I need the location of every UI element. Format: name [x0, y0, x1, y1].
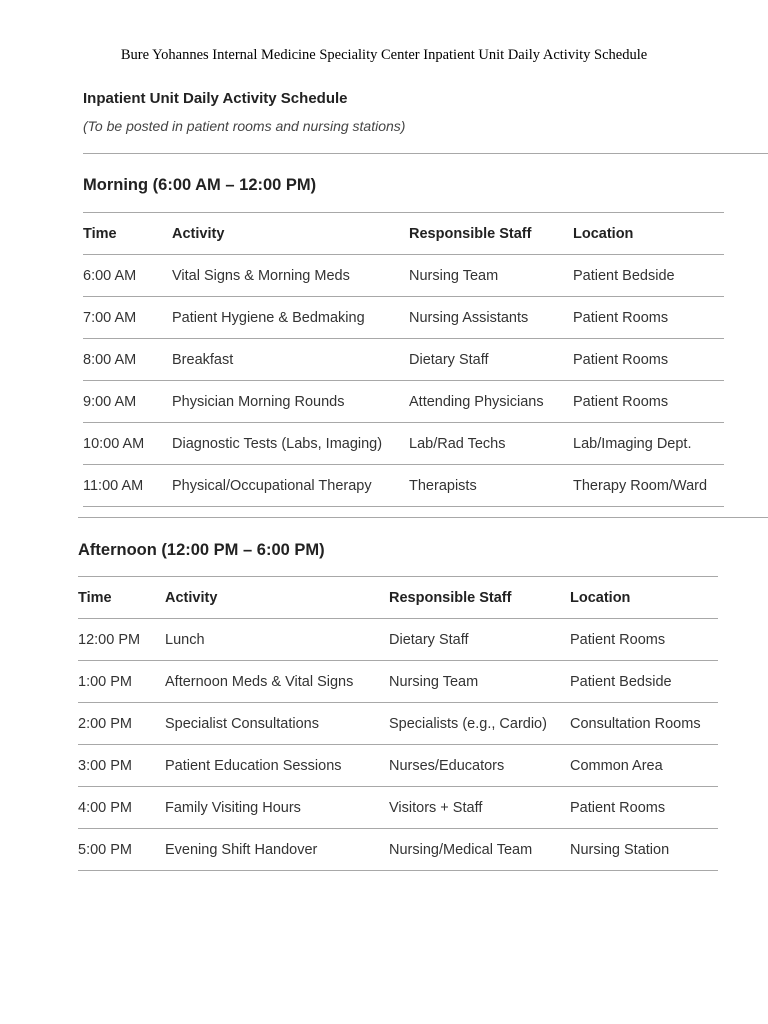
- column-header-staff: Responsible Staff: [389, 577, 570, 619]
- staff-cell: Visitors + Staff: [389, 787, 570, 829]
- location-cell: Nursing Station: [570, 829, 718, 871]
- staff-cell: Dietary Staff: [389, 619, 570, 661]
- activity-cell: Physical/Occupational Therapy: [172, 465, 409, 507]
- morning-section-title: Morning (6:00 AM – 12:00 PM): [83, 176, 317, 194]
- table-row: [83, 381, 724, 423]
- table-row: [83, 423, 724, 465]
- activity-cell: Breakfast: [172, 339, 409, 381]
- column-header-staff: Responsible Staff: [409, 213, 573, 255]
- time-cell: 5:00 PM: [78, 829, 165, 871]
- schedule-heading: Inpatient Unit Daily Activity Schedule: [83, 90, 348, 107]
- activity-cell: Vital Signs & Morning Meds: [172, 255, 409, 297]
- activity-cell: Patient Hygiene & Bedmaking: [172, 297, 409, 339]
- location-cell: Patient Rooms: [573, 381, 724, 423]
- table-header-row: [78, 577, 718, 619]
- staff-cell: Nursing/Medical Team: [389, 829, 570, 871]
- staff-cell: Nursing Team: [409, 255, 573, 297]
- table-row: [78, 619, 718, 661]
- location-cell: Patient Rooms: [570, 619, 718, 661]
- activity-cell: Patient Education Sessions: [165, 745, 389, 787]
- divider-top: [83, 153, 768, 154]
- column-header-time: Time: [78, 577, 165, 619]
- table-header-row: [83, 213, 724, 255]
- time-cell: 3:00 PM: [78, 745, 165, 787]
- location-cell: Consultation Rooms: [570, 703, 718, 745]
- staff-cell: Nursing Assistants: [409, 297, 573, 339]
- activity-cell: Physician Morning Rounds: [172, 381, 409, 423]
- staff-cell: Nursing Team: [389, 661, 570, 703]
- table-row: [78, 745, 718, 787]
- activity-cell: Family Visiting Hours: [165, 787, 389, 829]
- column-header-location: Location: [570, 577, 718, 619]
- staff-cell: Therapists: [409, 465, 573, 507]
- time-cell: 7:00 AM: [83, 297, 172, 339]
- table-row: [83, 255, 724, 297]
- activity-cell: Diagnostic Tests (Labs, Imaging): [172, 423, 409, 465]
- table-row: [78, 703, 718, 745]
- morning-schedule-table: [83, 212, 724, 507]
- staff-cell: Lab/Rad Techs: [409, 423, 573, 465]
- time-cell: 4:00 PM: [78, 787, 165, 829]
- activity-cell: Afternoon Meds & Vital Signs: [165, 661, 389, 703]
- activity-cell: Lunch: [165, 619, 389, 661]
- time-cell: 9:00 AM: [83, 381, 172, 423]
- time-cell: 2:00 PM: [78, 703, 165, 745]
- divider-middle: [78, 517, 768, 518]
- staff-cell: Attending Physicians: [409, 381, 573, 423]
- table-row: [78, 661, 718, 703]
- afternoon-section-title: Afternoon (12:00 PM – 6:00 PM): [78, 541, 325, 559]
- table-row: [78, 829, 718, 871]
- location-cell: Patient Rooms: [570, 787, 718, 829]
- schedule-subheading: (To be posted in patient rooms and nursing stations): [83, 118, 406, 134]
- location-cell: Patient Bedside: [570, 661, 718, 703]
- column-header-time: Time: [83, 213, 172, 255]
- document-title: Bure Yohannes Internal Medicine Speciality Center Inpatient Unit Daily Activity Schedule: [120, 47, 648, 63]
- column-header-location: Location: [573, 213, 724, 255]
- staff-cell: Specialists (e.g., Cardio): [389, 703, 570, 745]
- time-cell: 1:00 PM: [78, 661, 165, 703]
- location-cell: Patient Rooms: [573, 339, 724, 381]
- location-cell: Patient Bedside: [573, 255, 724, 297]
- location-cell: Therapy Room/Ward: [573, 465, 724, 507]
- time-cell: 10:00 AM: [83, 423, 172, 465]
- column-header-activity: Activity: [165, 577, 389, 619]
- location-cell: Lab/Imaging Dept.: [573, 423, 724, 465]
- table-row: [83, 339, 724, 381]
- time-cell: 11:00 AM: [83, 465, 172, 507]
- afternoon-schedule-table: [78, 576, 718, 871]
- time-cell: 12:00 PM: [78, 619, 165, 661]
- activity-cell: Evening Shift Handover: [165, 829, 389, 871]
- table-row: [83, 297, 724, 339]
- staff-cell: Nurses/Educators: [389, 745, 570, 787]
- staff-cell: Dietary Staff: [409, 339, 573, 381]
- location-cell: Common Area: [570, 745, 718, 787]
- time-cell: 6:00 AM: [83, 255, 172, 297]
- time-cell: 8:00 AM: [83, 339, 172, 381]
- location-cell: Patient Rooms: [573, 297, 724, 339]
- table-row: [78, 787, 718, 829]
- activity-cell: Specialist Consultations: [165, 703, 389, 745]
- column-header-activity: Activity: [172, 213, 409, 255]
- table-row: [83, 465, 724, 507]
